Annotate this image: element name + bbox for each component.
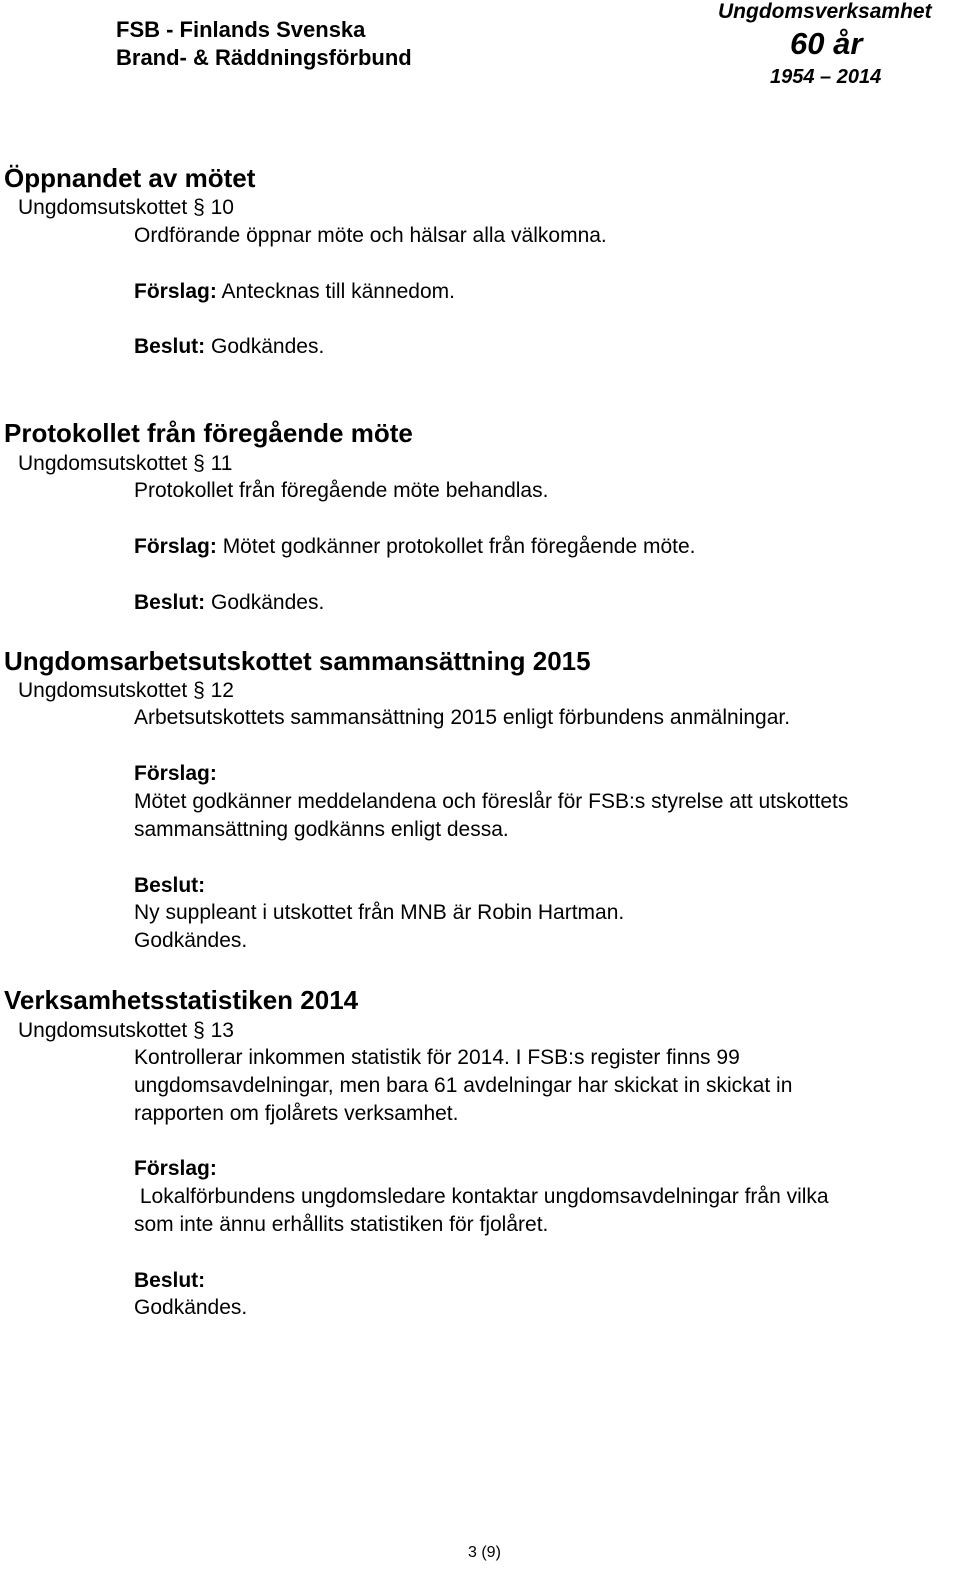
beslut-text: Godkändes. <box>211 591 325 614</box>
forslag-text-line: som inte ännu erhållits statistiken för fjolåret. <box>134 1213 549 1236</box>
section-title: Ungdomsarbetsutskottet sammansättning 2015 <box>4 646 591 676</box>
beslut-label: Beslut: <box>134 335 206 358</box>
beslut-text-line: Godkändes. <box>134 929 248 952</box>
forslag-row <box>134 278 455 306</box>
anniversary-years: 1954 – 2014 <box>770 66 882 88</box>
section-text: Ordförande öppnar möte och hälsar alla välkomna. <box>134 224 607 247</box>
forslag-text: Mötet godkänner protokollet från föregående möte. <box>222 535 696 558</box>
forslag-text-line: Lokalförbundens ungdomsledare kontaktar ungdomsavdelningar från vilka <box>134 1185 829 1208</box>
section-title: Verksamhetsstatistiken 2014 <box>4 985 359 1015</box>
anniversary-label: 60 år <box>790 26 863 61</box>
org-name-line1: FSB - Finlands Svenska <box>116 17 366 42</box>
section-ref: Ungdomsutskottet § 11 <box>18 452 233 475</box>
forslag-label: Förslag: <box>134 762 217 785</box>
forslag-label: Förslag: <box>134 280 217 303</box>
beslut-row <box>134 589 324 617</box>
section-title: Öppnandet av mötet <box>4 163 256 193</box>
forslag-label: Förslag: <box>134 535 217 558</box>
forslag-label: Förslag: <box>134 1157 217 1180</box>
section-text-line: ungdomsavdelningar, men bara 61 avdelningar har skickat in skickat in <box>134 1074 793 1097</box>
section-ref: Ungdomsutskottet § 12 <box>18 679 234 702</box>
section-text: Protokollet från föregående möte behandlas. <box>134 479 549 502</box>
forslag-text: Antecknas till kännedom. <box>221 280 455 303</box>
forslag-text-line: Mötet godkänner meddelandena och föreslår för FSB:s styrelse att utskottets <box>134 790 849 813</box>
section-title: Protokollet från föregående möte <box>4 418 413 448</box>
beslut-label: Beslut: <box>134 591 206 614</box>
program-title: Ungdomsverksamhet <box>718 0 932 23</box>
section-text-line: rapporten om fjolårets verksamhet. <box>134 1102 459 1125</box>
beslut-text: Godkändes. <box>211 335 325 358</box>
section-ref: Ungdomsutskottet § 13 <box>18 1019 234 1042</box>
beslut-text-line: Ny suppleant i utskottet från MNB är Robin Hartman. <box>134 901 625 924</box>
beslut-text: Godkändes. <box>134 1296 248 1319</box>
forslag-row <box>134 533 696 561</box>
forslag-text-line: sammansättning godkänns enligt dessa. <box>134 818 509 841</box>
page-number: 3 (9) <box>468 1544 501 1561</box>
beslut-label: Beslut: <box>134 874 206 897</box>
beslut-row <box>134 333 324 361</box>
section-ref: Ungdomsutskottet § 10 <box>18 196 234 219</box>
org-name-line2: Brand- & Räddningsförbund <box>116 45 412 70</box>
beslut-label: Beslut: <box>134 1269 206 1292</box>
section-text: Arbetsutskottets sammansättning 2015 enligt förbundens anmälningar. <box>134 706 791 729</box>
section-text-line: Kontrollerar inkommen statistik för 2014. I FSB:s register finns 99 <box>134 1046 740 1069</box>
